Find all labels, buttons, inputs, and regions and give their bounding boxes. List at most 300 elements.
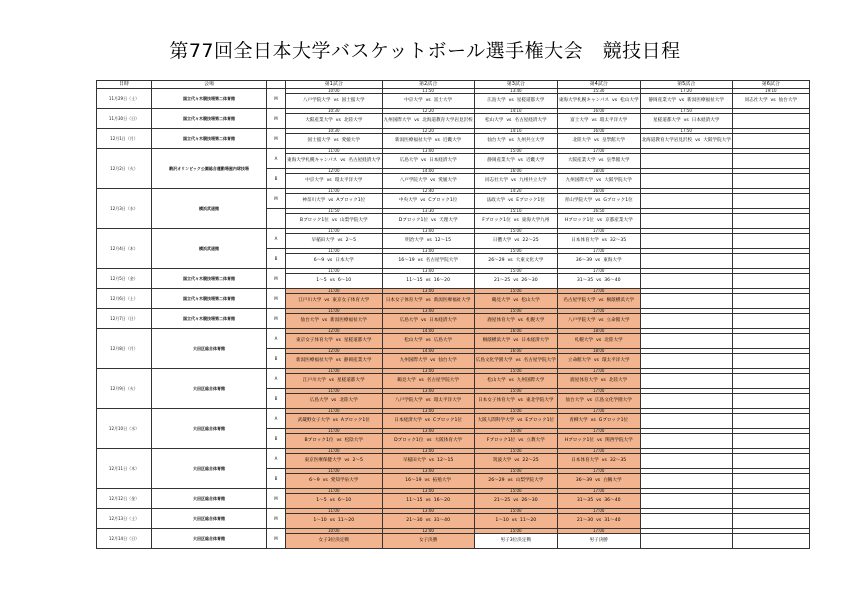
match-cell [474,274,557,289]
court-cell: M [267,509,286,529]
team-b: 12～15 [434,237,452,243]
team-a: 札幌大学 [574,337,594,343]
final-label: 男子決勝 [589,537,608,543]
team-b: 2～5 [352,457,363,463]
match-cell [732,354,809,369]
team-b: 日本経済大学 [429,317,457,323]
vs-label: vs [591,117,597,123]
team-a: 6～9 [309,477,320,483]
vs-label: vs [328,377,335,383]
match-cell [474,234,557,249]
team-a: 日體大学 [492,237,512,243]
time-cell: 13:00 [382,309,474,314]
match-cell [732,494,809,509]
court-cell: A [267,409,286,429]
team-b: 東京女子体育大学 [332,297,370,303]
team-b: 近畿大学 [442,137,462,143]
match-cell [732,374,809,389]
venue-cell: 大田区総合体育館 [152,489,267,509]
vs-label: vs [596,497,602,503]
venue-cell: 大田区総合体育館 [152,409,267,449]
match-cell [382,114,474,129]
team-a: 広島大学 [399,157,418,163]
time-cell: 15:00 [474,429,557,434]
match-cell [286,254,383,269]
date-cell: 12月10日（水） [97,409,152,449]
team-a: 仙台大学 [487,137,506,143]
match-cell [474,394,557,409]
time-cell: 14:00 [382,169,474,174]
time-cell: 17:00 [557,269,640,274]
time-cell: 16:00 [557,129,640,134]
match-cell [557,234,640,249]
team-a: 31～35 [576,497,594,503]
time-cell: 16:00 [557,189,640,194]
vs-label: vs [425,337,431,343]
team-a: Bブロック1位 [299,217,329,223]
court-cell: M [267,489,286,509]
team-a: Fブロック1位 [482,217,511,223]
vs-label: vs [517,157,523,163]
time-cell: 17:00 [557,429,640,434]
match-cell [640,94,732,109]
team-b: 京都産業大学 [605,217,633,223]
team-a: 中央大学 [398,197,418,203]
match-cell [640,494,732,509]
team-b: 九州共立大学 [516,137,545,143]
time-cell: 18:00 [557,329,640,334]
vs-label: vs [513,297,519,303]
team-b: 皇學館大学 [606,157,630,163]
team-a: 鹿屋体育大学 [487,317,515,323]
match-cell [640,394,732,409]
match-cell [640,134,732,149]
team-b: 環太平洋大学 [334,177,363,183]
match-cell [382,394,474,409]
team-b: 環太平洋大学 [601,357,630,363]
vs-label: vs [327,257,333,263]
team-a: 松山大学 [484,117,504,123]
court-cell: A [267,229,286,249]
header-cell [267,81,286,89]
team-a: 26～29 [488,257,505,263]
team-b: 日本経済大学 [429,157,457,163]
match-cell [474,474,557,489]
vs-label: vs [430,357,436,363]
time-cell: 11:00 [286,269,383,274]
court-cell: A [267,449,286,469]
team-b: 31～40 [433,517,450,523]
team-a: 早稲田大学 [402,457,426,463]
venue-cell: 国立代々木競技場第二体育館 [152,89,267,109]
team-b: 愛媛大学 [341,137,360,143]
vs-label: vs [414,117,420,123]
match-cell [286,194,383,209]
team-b: 国士舘大学 [341,97,365,103]
match-cell [557,254,640,269]
team-a: 法政大学 [486,197,506,203]
team-b: 新潟医療福祉大学 [687,97,724,103]
match-cell [732,114,809,129]
match-cell [382,214,474,229]
court-cell: M [267,289,286,309]
time-cell: 17:20 [640,89,732,94]
match-cell [732,254,809,269]
vs-label: vs [595,257,601,263]
time-cell: 15:00 [474,369,557,374]
vs-label: vs [424,477,430,483]
date-cell: 12月6日（土） [97,289,152,309]
team-b: 桐蔭横浜大学 [606,297,635,303]
time-cell: 14:00 [382,349,474,354]
vs-label: vs [590,417,596,423]
team-a: 立命館大学 [567,357,591,363]
match-cell [286,454,383,469]
header-cell: 第3試合 [474,81,557,89]
time-cell: 17:00 [557,389,640,394]
team-a: 東京女子体育大学 [296,337,333,343]
time-cell: 13:40 [474,89,557,94]
team-b: 星槎道都大学 [337,377,365,383]
team-b: 愛媛大学 [438,177,457,183]
vs-label: vs [513,277,519,283]
team-b: 36～40 [604,497,621,503]
team-b: 立命館大学 [606,317,630,323]
time-cell: 16:00 [474,329,557,334]
date-cell: 12月3日（水） [97,189,152,229]
vs-label: vs [424,417,430,423]
time-cell: 14:20 [474,189,557,194]
team-b: 環太平洋大学 [433,397,462,403]
team-a: 21～30 [576,517,594,523]
team-b: 大阪学院大学 [604,177,632,183]
match-cell [732,514,809,529]
time-cell: 17:00 [557,409,640,414]
time-cell: 14:10 [474,129,557,134]
match-cell [640,454,732,469]
team-b: 九州国際大学 [516,377,545,383]
vs-label: vs [507,257,513,263]
team-a: 日本女子体育大学 [385,297,423,303]
vs-label: vs [434,137,440,143]
team-b: 2～5 [345,237,357,243]
vs-label: vs [513,497,519,503]
match-cell [474,94,557,109]
vs-label: vs [595,477,601,483]
vs-label: vs [337,237,343,243]
match-cell [732,234,809,249]
team-b: 皇學館大学 [601,137,625,143]
time-cell: 13:00 [382,429,474,434]
vs-label: vs [426,437,432,443]
header-cell: 日時 [97,81,152,89]
team-a: 日本体育大学 [571,237,599,243]
team-a: 静岡産業大学 [487,157,515,163]
team-a: 富士大学 [570,117,589,123]
vs-label: vs [344,457,350,463]
match-cell [286,334,383,349]
time-cell: 13:00 [382,149,474,154]
team-a: 日本経済大学 [394,417,422,423]
match-cell [474,294,557,309]
team-a: Hブロック1位 [564,437,594,443]
match-cell [732,194,809,209]
match-cell [382,254,474,269]
team-a: Dブロック1位 [394,437,424,443]
date-cell: 12月2日（火） [97,149,152,189]
match-cell [732,294,809,309]
time-cell: 15:00 [474,469,557,474]
header-cell: 第2試合 [382,81,474,89]
match-cell [640,274,732,289]
vs-label: vs [507,477,513,483]
court-cell: M [267,129,286,149]
date-cell: 12月13日（土） [97,509,152,529]
team-a: 1～10 [495,517,509,523]
team-a: 21～25 [493,277,511,283]
time-cell: 16:00 [474,349,557,354]
match-cell [382,434,474,449]
vs-label: vs [593,357,599,363]
team-b: 北陸大学 [608,377,628,383]
time-cell: 10:00 [286,529,383,534]
vs-label: vs [508,137,514,143]
court-cell: B [267,469,286,489]
team-a: 36～39 [575,477,593,483]
team-a: 大阪人間科学大学 [477,417,515,423]
team-b: 名古屋経済大学 [514,117,547,123]
team-a: 日本女子体育大学 [478,397,515,403]
time-cell: 16:00 [557,109,640,114]
team-b: 22～25 [522,457,539,463]
time-cell: 11:00 [286,409,383,414]
vs-label: vs [517,317,523,323]
vs-label: vs [598,317,604,323]
team-a: 6～9 [313,257,325,263]
match-cell [557,454,640,469]
vs-label: vs [683,117,689,123]
vs-label: vs [431,217,437,223]
time-cell: 14:00 [382,329,474,334]
team-a: 武蔵野女子大学 [297,417,330,423]
match-cell [474,154,557,169]
time-cell: 15:10 [474,209,557,214]
match-cell [286,434,383,449]
match-cell [557,274,640,289]
team-a: 仙台大学 [565,397,584,403]
team-b: 新潟医療福祉大学 [433,297,471,303]
team-b: 16～20 [433,277,450,283]
court-cell: A [267,149,286,169]
vs-label: vs [595,197,601,203]
team-a: Hブロック1位 [564,217,594,223]
vs-label: vs [596,217,603,223]
team-b: 東海大学 [603,257,622,263]
header-cell: 第1試合 [286,81,383,89]
match-cell [286,214,383,229]
match-cell [286,154,383,169]
date-cell: 11月29日（土） [97,89,152,109]
match-cell [732,534,809,549]
team-a: 同志社大学 [744,97,768,103]
time-cell: 12:00 [286,169,383,174]
team-a: 明治大学 [405,237,424,243]
time-cell: 15:00 [474,289,557,294]
match-cell [382,374,474,389]
time-cell: 17:00 [557,149,640,154]
date-cell: 12月9日（火） [97,369,152,409]
vs-label: vs [593,137,599,143]
match-cell [732,414,809,429]
vs-label: vs [679,97,685,103]
match-cell [640,534,732,549]
vs-label: vs [322,317,328,323]
header-row [97,81,810,89]
team-a: 日本体育大学 [571,457,599,463]
vs-label: vs [596,337,602,343]
team-b: 天理大学 [439,217,458,223]
vs-label: vs [508,197,514,203]
match-cell [557,334,640,349]
team-b: 富士大学 [433,97,453,103]
time-cell: 11:00 [286,289,383,294]
court-cell: M [267,189,286,209]
team-b: 東北学院大学 [525,397,554,403]
venue-cell: 大田区総合体育館 [152,369,267,409]
team-b: 山梨学院大学 [515,477,544,483]
date-cell: 11月30日（日） [97,109,152,129]
time-cell: 15:00 [474,449,557,454]
team-b: 31～40 [604,517,621,523]
vs-label: vs [428,457,435,463]
vs-label: vs [328,197,334,203]
time-cell: 17:00 [557,449,640,454]
team-a: 神奈川大学 [302,197,326,203]
team-a: 八戸学院大学 [395,397,423,403]
court-cell: B [267,429,286,449]
team-a: 鶴見大学 [397,377,416,383]
match-cell [286,494,383,509]
match-cell [474,194,557,209]
header-cell: 第5試合 [640,81,732,89]
vs-label: vs [510,177,517,183]
date-cell: 12月12日（金） [97,489,152,509]
header-cell: 第6試合 [732,81,809,89]
match-cell [382,414,474,429]
team-b: 北陸大学 [339,397,358,403]
vs-label: vs [517,417,523,423]
time-cell: 15:00 [474,409,557,414]
match-cell [382,314,474,329]
venue-cell: 国立代々木競技場第二体育館 [152,309,267,329]
vs-label: vs [333,137,339,143]
date-cell: 12月11日（木） [97,449,152,489]
team-a: 大阪産業大学 [567,157,596,163]
team-a: 中京大学 [305,177,324,183]
match-cell [557,514,640,529]
team-a: 江戸川大学 [302,377,326,383]
time-cell: 17:00 [557,249,640,254]
match-cell [382,154,474,169]
time-cell: 17:00 [557,469,640,474]
time-cell: 13:00 [382,469,474,474]
team-b: 新潟医療福祉大学 [330,317,367,323]
match-cell [382,234,474,249]
time-cell: 13:00 [382,389,474,394]
match-cell [557,174,640,189]
team-a: 青柳大学 [569,417,588,423]
match-cell [286,234,383,249]
time-cell: 11:50 [382,89,474,94]
team-a: 1～10 [313,517,327,523]
time-cell: 15:00 [474,249,557,254]
match-cell [557,134,640,149]
court-cell [267,209,286,229]
team-b: Cブロック1位 [428,197,458,203]
time-cell: 17:00 [557,309,640,314]
time-cell: 13:00 [382,509,474,514]
header-cell: 第4試合 [557,81,640,89]
match-cell [557,474,640,489]
time-cell: 11:00 [286,469,383,474]
match-cell [557,114,640,129]
date-cell: 12月5日（金） [97,269,152,289]
match-cell [732,94,809,109]
match-cell [732,394,809,409]
team-b: 大東文化大学 [515,257,544,263]
time-cell: 17:00 [557,229,640,234]
venue-cell: 大田区総合体育館 [152,529,267,549]
match-cell [640,194,732,209]
match-cell [732,154,809,169]
team-b: Eブロック1位 [516,197,545,203]
venue-cell: 国立代々木競技場第二体育館 [152,289,267,309]
page-title: 第77回全日本大学バスケットボール選手権大会 競技日程 [169,40,681,62]
team-a: 筑波大学 [492,457,512,463]
date-cell: 12月4日（木） [97,229,152,269]
time-cell: 13:00 [382,409,474,414]
venue-cell: 国立代々木競技場第二体育館 [152,109,267,129]
team-a: 31～35 [576,277,594,283]
team-b: 北陸大学 [343,117,363,123]
team-a: 広島大学 [487,97,506,103]
team-b: 白鷗大学 [603,477,622,483]
match-cell [286,174,383,189]
date-cell: 12月1日（月） [97,129,152,149]
match-cell [640,354,732,369]
vs-label: vs [612,97,618,103]
team-b: 名古屋経済大学 [348,157,381,163]
time-cell: 18:00 [557,169,640,174]
vs-label: vs [598,157,604,163]
match-cell [557,394,640,409]
vs-label: vs [331,397,337,403]
court-cell: B [267,349,286,369]
vs-label: vs [518,437,524,443]
match-cell [382,474,474,489]
vs-label: vs [430,177,436,183]
team-b: 22～25 [522,237,539,243]
time-cell: 13:00 [382,449,474,454]
time-cell: 11:00 [286,449,383,454]
time-cell: 10:30 [286,109,383,114]
vs-label: vs [517,397,523,403]
match-cell [557,94,640,109]
team-a: 東海大学札幌キャンパス [558,97,610,103]
team-a: 八戸学院大学 [567,317,596,323]
team-b: 星槎道都大学 [516,97,545,103]
time-cell: 13:00 [382,229,474,234]
